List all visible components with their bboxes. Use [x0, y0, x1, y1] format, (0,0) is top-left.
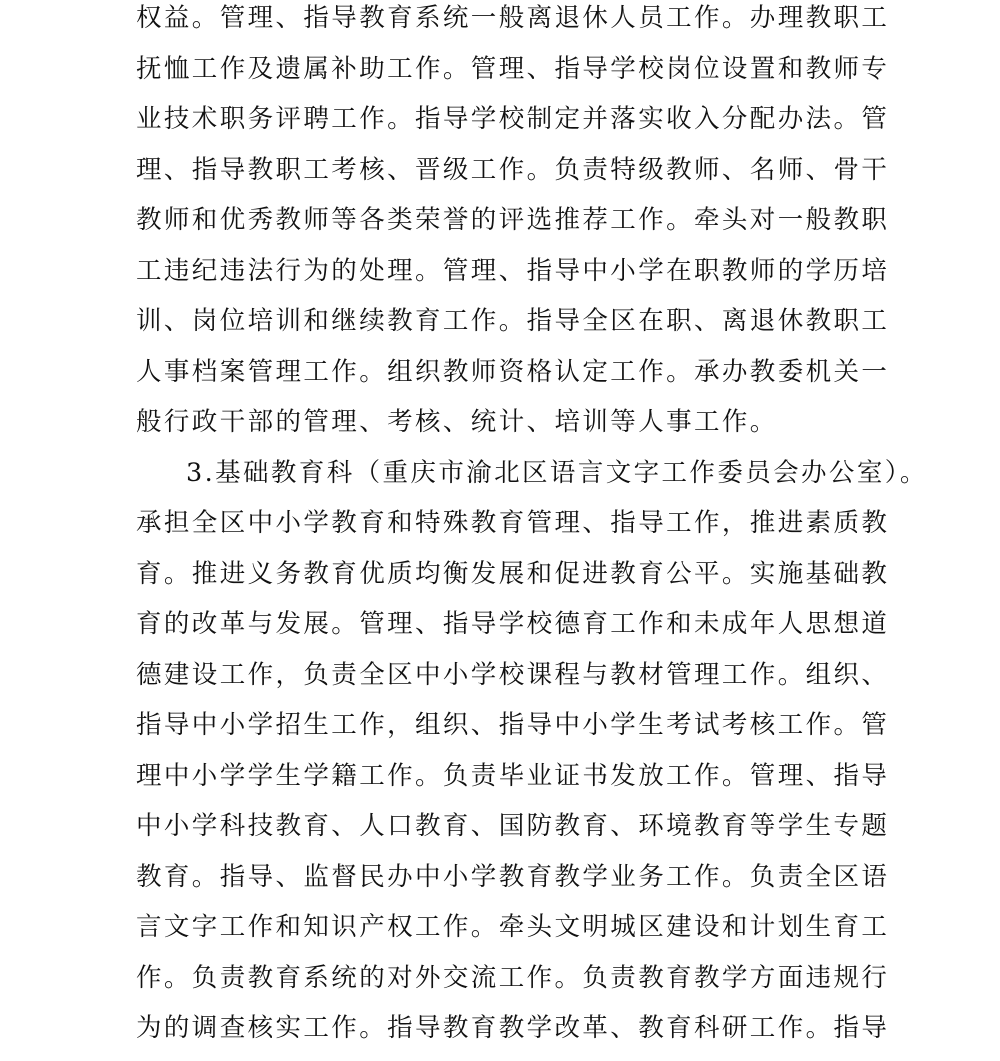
text-line: 作。负责教育系统的对外交流工作。负责教育教学方面违规行: [136, 962, 890, 993]
text-line: 言文字工作和知识产权工作。牵头文明城区建设和计划生育工: [136, 912, 890, 942]
text-line: 理、指导教职工考核、晋级工作。负责特级教师、名师、骨干: [136, 154, 890, 185]
text-line: 教师和优秀教师等各类荣誉的评选推荐工作。牵头对一般教职: [136, 205, 890, 235]
text-line: 教育。指导、监督民办中小学教育教学业务工作。负责全区语: [136, 861, 890, 892]
text-line: 承担全区中小学教育和特殊教育管理、指导工作，推进素质教: [136, 508, 890, 538]
text-line: 理中小学学生学籍工作。负责毕业证书发放工作。管理、指导: [136, 760, 890, 791]
text-line: 般行政干部的管理、考核、统计、培训等人事工作。: [136, 407, 778, 437]
text-line: 抚恤工作及遗属补助工作。管理、指导学校岗位设置和教师专: [136, 53, 890, 84]
text-line: 中小学科技教育、人口教育、国防教育、环境教育等学生专题: [136, 811, 890, 841]
text-line: 为的调查核实工作。指导教育教学改革、教育科研工作。指导: [136, 1013, 890, 1043]
text-line: 育。推进义务教育优质均衡发展和促进教育公平。实施基础教: [136, 558, 890, 589]
text-line: 人事档案管理工作。组织教师资格认定工作。承办教委机关一: [136, 356, 890, 387]
text-line: 训、岗位培训和继续教育工作。指导全区在职、离退休教职工: [136, 306, 890, 336]
text-line: 业技术职务评聘工作。指导学校制定并落实收入分配办法。管: [136, 104, 890, 134]
section-heading-line: 3.基础教育科（重庆市渝北区语言文字工作委员会办公室）。: [186, 457, 928, 488]
text-line: 权益。管理、指导教育系统一般离退休人员工作。办理教职工: [136, 3, 890, 33]
text-line: 德建设工作，负责全区中小学校课程与教材管理工作。组织、: [136, 659, 890, 690]
body-text: [136, 0, 928, 1061]
text-line: 育的改革与发展。管理、指导学校德育工作和未成年人思想道: [136, 609, 890, 639]
text-line: 工违纪违法行为的处理。管理、指导中小学在职教师的学历培: [136, 255, 890, 286]
text-line: 指导中小学招生工作，组织、指导中小学生考试考核工作。管: [136, 710, 890, 740]
